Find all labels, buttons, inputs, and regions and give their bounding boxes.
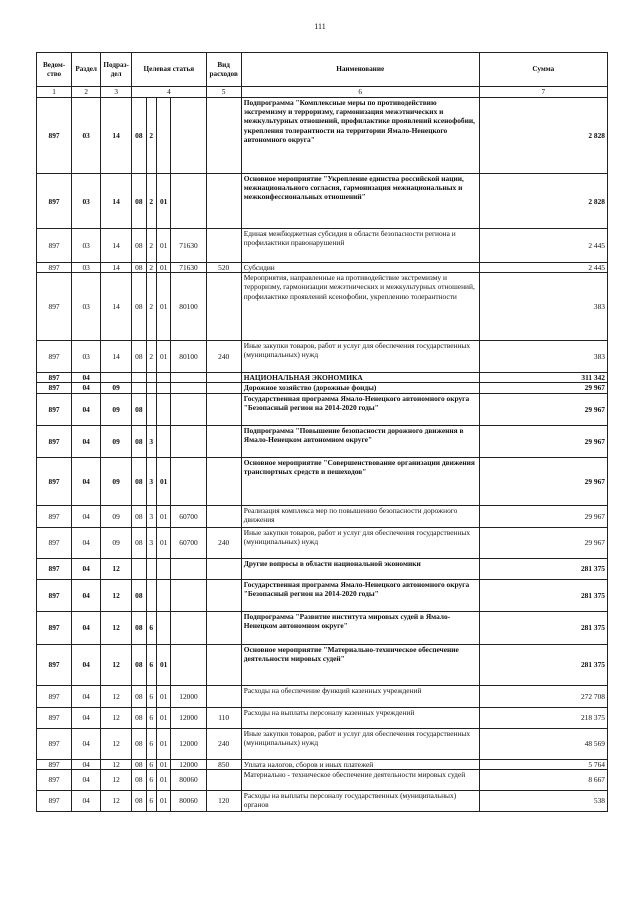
celevaya-measure-cell: 01: [156, 505, 170, 527]
sum-cell: 5 764: [479, 759, 607, 769]
name-cell: Дорожное хозяйство (дорожные фонды): [241, 383, 479, 393]
table-row: [37, 527, 608, 558]
celevaya-program-cell: 08: [132, 263, 146, 273]
table-row: [37, 769, 608, 790]
razdel-cell: 04: [72, 457, 101, 505]
table-row: [37, 393, 608, 425]
table-row: [37, 263, 608, 273]
ved-cell: 897: [37, 759, 72, 769]
razdel-cell: 03: [72, 273, 101, 341]
name-cell: Иные закупки товаров, работ и услуг для обеспечения государственных (муниципальных) нужд: [241, 341, 479, 373]
celevaya-measure-cell: 01: [156, 341, 170, 373]
razdel-cell: 04: [72, 579, 101, 611]
sum-cell: 48 569: [479, 728, 607, 759]
name-cell: Подпрограмма "Комплексные меры по противодействию экстремизму и терроризму, гармонизация межэтнических и межкультурных отношений, профилактике проявлений ксенофобии, укрепления толерантности на территории Ямало-Ненецкого автономного округа": [241, 98, 479, 174]
sum-cell: 281 375: [479, 579, 607, 611]
celevaya-measure-cell: [156, 383, 170, 393]
table-row: [37, 505, 608, 527]
vid-cell: 240: [206, 341, 241, 373]
celevaya-subprogram-cell: 2: [146, 174, 156, 229]
table-row: [37, 383, 608, 393]
celevaya-measure-cell: [156, 393, 170, 425]
celevaya-program-cell: 08: [132, 790, 146, 811]
name-cell: Государственная программа Ямало-Ненецкого автономного округа "Безопасный регион на 2014-2020 годы": [241, 579, 479, 611]
vid-cell: [206, 579, 241, 611]
podrazdel-cell: [101, 373, 132, 383]
table-row: [37, 728, 608, 759]
podrazdel-cell: 12: [101, 558, 132, 579]
ved-cell: 897: [37, 685, 72, 707]
table-row: [37, 707, 608, 728]
celevaya-program-cell: 08: [132, 174, 146, 229]
ved-cell: 897: [37, 728, 72, 759]
razdel-cell: 04: [72, 383, 101, 393]
celevaya-subprogram-cell: 6: [146, 790, 156, 811]
sum-cell: 311 342: [479, 373, 607, 383]
celevaya-measure-cell: 01: [156, 273, 170, 341]
podrazdel-cell: 09: [101, 393, 132, 425]
celevaya-direction-cell: 80100: [171, 341, 206, 373]
celevaya-subprogram-cell: [146, 393, 156, 425]
celevaya-subprogram-cell: 2: [146, 273, 156, 341]
podrazdel-cell: 09: [101, 383, 132, 393]
celevaya-direction-cell: [171, 457, 206, 505]
vid-cell: [206, 383, 241, 393]
page-number: 111: [314, 22, 326, 31]
column-number: 2: [72, 87, 101, 98]
sum-cell: 29 967: [479, 383, 607, 393]
razdel-cell: 04: [72, 558, 101, 579]
vid-cell: [206, 505, 241, 527]
celevaya-subprogram-cell: [146, 558, 156, 579]
celevaya-program-cell: 08: [132, 527, 146, 558]
celevaya-program-cell: 08: [132, 707, 146, 728]
ved-cell: 897: [37, 707, 72, 728]
razdel-cell: 03: [72, 229, 101, 263]
column-number: 7: [479, 87, 607, 98]
celevaya-subprogram-cell: 6: [146, 644, 156, 685]
razdel-cell: 04: [72, 790, 101, 811]
table-row: [37, 98, 608, 174]
celevaya-direction-cell: [171, 611, 206, 644]
vid-cell: 520: [206, 263, 241, 273]
ved-cell: 897: [37, 263, 72, 273]
name-cell: Основное мероприятие "Совершенствование организации движения транспортных средств и пешеходов": [241, 457, 479, 505]
sum-cell: 29 967: [479, 527, 607, 558]
razdel-cell: 03: [72, 341, 101, 373]
sum-cell: 2 828: [479, 98, 607, 174]
razdel-cell: 03: [72, 263, 101, 273]
name-cell: Расходы на обеспечение функций казенных учреждений: [241, 685, 479, 707]
table-row: [37, 373, 608, 383]
celevaya-measure-cell: [156, 579, 170, 611]
sum-cell: 29 967: [479, 393, 607, 425]
vid-cell: [206, 393, 241, 425]
celevaya-measure-cell: [156, 611, 170, 644]
razdel-cell: 04: [72, 393, 101, 425]
sum-cell: 29 967: [479, 457, 607, 505]
sum-cell: 2 445: [479, 229, 607, 263]
celevaya-direction-cell: [171, 174, 206, 229]
celevaya-measure-cell: 01: [156, 263, 170, 273]
ved-cell: 897: [37, 527, 72, 558]
column-number: 6: [241, 87, 479, 98]
table-row: [37, 457, 608, 505]
celevaya-program-cell: 08: [132, 393, 146, 425]
ved-cell: 897: [37, 457, 72, 505]
podrazdel-cell: 09: [101, 425, 132, 457]
ved-cell: 897: [37, 558, 72, 579]
ved-cell: 897: [37, 273, 72, 341]
sum-cell: 8 667: [479, 769, 607, 790]
ved-cell: 897: [37, 505, 72, 527]
celevaya-program-cell: 08: [132, 457, 146, 505]
header-celevaya: Целевая статья: [132, 53, 206, 87]
podrazdel-cell: 14: [101, 263, 132, 273]
podrazdel-cell: 12: [101, 790, 132, 811]
celevaya-measure-cell: 01: [156, 229, 170, 263]
name-cell: Иные закупки товаров, работ и услуг для обеспечения государственных (муниципальных) нужд: [241, 728, 479, 759]
podrazdel-cell: 12: [101, 579, 132, 611]
sum-cell: 383: [479, 273, 607, 341]
sum-cell: 383: [479, 341, 607, 373]
name-cell: Иные закупки товаров, работ и услуг для обеспечения государственных (муниципальных) нужд: [241, 527, 479, 558]
ved-cell: 897: [37, 373, 72, 383]
celevaya-direction-cell: 12000: [171, 728, 206, 759]
celevaya-direction-cell: [171, 383, 206, 393]
razdel-cell: 04: [72, 373, 101, 383]
vid-cell: [206, 558, 241, 579]
celevaya-measure-cell: 01: [156, 685, 170, 707]
header-sum: Сумма: [479, 53, 607, 87]
razdel-cell: 04: [72, 707, 101, 728]
celevaya-direction-cell: [171, 98, 206, 174]
vid-cell: 850: [206, 759, 241, 769]
celevaya-direction-cell: 12000: [171, 685, 206, 707]
celevaya-measure-cell: 01: [156, 174, 170, 229]
ved-cell: 897: [37, 383, 72, 393]
vid-cell: [206, 98, 241, 174]
ved-cell: 897: [37, 341, 72, 373]
podrazdel-cell: 09: [101, 457, 132, 505]
table-row: [37, 685, 608, 707]
celevaya-measure-cell: [156, 98, 170, 174]
column-number: 1: [37, 87, 72, 98]
name-cell: Материально - техническое обеспечение деятельности мировых судей: [241, 769, 479, 790]
name-cell: Реализация комплекса мер по повышению безопасности дорожного движения: [241, 505, 479, 527]
razdel-cell: 04: [72, 685, 101, 707]
column-number-row: [37, 87, 608, 98]
table-row: [37, 229, 608, 263]
celevaya-direction-cell: 80060: [171, 790, 206, 811]
celevaya-subprogram-cell: [146, 579, 156, 611]
name-cell: НАЦИОНАЛЬНАЯ ЭКОНОМИКА: [241, 373, 479, 383]
podrazdel-cell: 12: [101, 759, 132, 769]
ved-cell: 897: [37, 425, 72, 457]
razdel-cell: 04: [72, 728, 101, 759]
celevaya-measure-cell: 01: [156, 457, 170, 505]
celevaya-subprogram-cell: [146, 383, 156, 393]
celevaya-program-cell: 08: [132, 611, 146, 644]
celevaya-subprogram-cell: 2: [146, 263, 156, 273]
header-row: [37, 53, 608, 87]
vid-cell: [206, 457, 241, 505]
celevaya-direction-cell: [171, 644, 206, 685]
name-cell: Основное мероприятие "Укрепление единства российской нации, межнационального согласия, гармонизация межнациональных и межконфессиональных отношений": [241, 174, 479, 229]
table-row: [37, 174, 608, 229]
vid-cell: [206, 273, 241, 341]
vid-cell: [206, 685, 241, 707]
celevaya-direction-cell: 60700: [171, 527, 206, 558]
celevaya-subprogram-cell: 2: [146, 98, 156, 174]
celevaya-program-cell: 08: [132, 769, 146, 790]
celevaya-measure-cell: [156, 373, 170, 383]
celevaya-subprogram-cell: 6: [146, 759, 156, 769]
ved-cell: 897: [37, 393, 72, 425]
celevaya-program-cell: 08: [132, 98, 146, 174]
celevaya-measure-cell: 01: [156, 728, 170, 759]
name-cell: Расходы на выплаты персоналу казенных учреждений: [241, 707, 479, 728]
celevaya-direction-cell: 80100: [171, 273, 206, 341]
celevaya-measure-cell: [156, 558, 170, 579]
celevaya-direction-cell: [171, 425, 206, 457]
celevaya-direction-cell: 71630: [171, 263, 206, 273]
celevaya-subprogram-cell: 3: [146, 425, 156, 457]
celevaya-measure-cell: 01: [156, 769, 170, 790]
celevaya-subprogram-cell: 2: [146, 341, 156, 373]
celevaya-program-cell: [132, 383, 146, 393]
column-number: 5: [206, 87, 241, 98]
name-cell: Другие вопросы в области национальной экономики: [241, 558, 479, 579]
celevaya-measure-cell: 01: [156, 790, 170, 811]
celevaya-direction-cell: [171, 579, 206, 611]
ved-cell: 897: [37, 790, 72, 811]
sum-cell: 281 375: [479, 644, 607, 685]
name-cell: Подпрограмма "Повышение безопасности дорожного движения в Ямало-Ненецком автономном округе": [241, 425, 479, 457]
sum-cell: 281 375: [479, 611, 607, 644]
podrazdel-cell: 12: [101, 644, 132, 685]
celevaya-direction-cell: 80060: [171, 769, 206, 790]
celevaya-program-cell: 08: [132, 505, 146, 527]
celevaya-program-cell: 08: [132, 759, 146, 769]
podrazdel-cell: 09: [101, 505, 132, 527]
celevaya-program-cell: 08: [132, 273, 146, 341]
table-row: [37, 759, 608, 769]
name-cell: Субсидии: [241, 263, 479, 273]
vid-cell: 240: [206, 527, 241, 558]
celevaya-measure-cell: 01: [156, 644, 170, 685]
sum-cell: 29 967: [479, 425, 607, 457]
podrazdel-cell: 14: [101, 174, 132, 229]
ved-cell: 897: [37, 644, 72, 685]
podrazdel-cell: 12: [101, 728, 132, 759]
celevaya-program-cell: 08: [132, 229, 146, 263]
celevaya-direction-cell: [171, 373, 206, 383]
celevaya-subprogram-cell: 2: [146, 229, 156, 263]
table-row: [37, 644, 608, 685]
name-cell: Основное мероприятие "Материально-техническое обеспечение деятельности мировых судей": [241, 644, 479, 685]
celevaya-program-cell: 08: [132, 728, 146, 759]
table-row: [37, 579, 608, 611]
razdel-cell: 04: [72, 769, 101, 790]
name-cell: Расходы на выплаты персоналу государственных (муниципальных) органов: [241, 790, 479, 811]
razdel-cell: 03: [72, 98, 101, 174]
column-number: 4: [132, 87, 206, 98]
celevaya-direction-cell: 60700: [171, 505, 206, 527]
vid-cell: [206, 769, 241, 790]
celevaya-program-cell: 08: [132, 341, 146, 373]
ved-cell: 897: [37, 98, 72, 174]
vid-cell: [206, 229, 241, 263]
table-row: [37, 273, 608, 341]
celevaya-program-cell: [132, 558, 146, 579]
header-ved: Ведом-ство: [37, 53, 72, 87]
razdel-cell: 04: [72, 611, 101, 644]
vid-cell: [206, 425, 241, 457]
table-row: [37, 341, 608, 373]
celevaya-subprogram-cell: 6: [146, 611, 156, 644]
celevaya-direction-cell: [171, 558, 206, 579]
celevaya-program-cell: 08: [132, 579, 146, 611]
razdel-cell: 04: [72, 644, 101, 685]
podrazdel-cell: 12: [101, 685, 132, 707]
header-razdel: Раздел: [72, 53, 101, 87]
name-cell: Уплата налогов, сборов и иных платежей: [241, 759, 479, 769]
celevaya-subprogram-cell: 6: [146, 728, 156, 759]
podrazdel-cell: 12: [101, 611, 132, 644]
celevaya-program-cell: 08: [132, 685, 146, 707]
podrazdel-cell: 14: [101, 341, 132, 373]
podrazdel-cell: 14: [101, 229, 132, 263]
table-row: [37, 611, 608, 644]
podrazdel-cell: 09: [101, 527, 132, 558]
ved-cell: 897: [37, 769, 72, 790]
celevaya-subprogram-cell: 6: [146, 707, 156, 728]
table-row: [37, 425, 608, 457]
celevaya-measure-cell: 01: [156, 527, 170, 558]
name-cell: Единая межбюджетная субсидия в области безопасности региона и профилактики правонарушений: [241, 229, 479, 263]
header-podrazdel: Подраз-дел: [101, 53, 132, 87]
ved-cell: 897: [37, 174, 72, 229]
celevaya-subprogram-cell: 6: [146, 685, 156, 707]
celevaya-measure-cell: 01: [156, 707, 170, 728]
celevaya-direction-cell: 12000: [171, 707, 206, 728]
ved-cell: 897: [37, 579, 72, 611]
vid-cell: 110: [206, 707, 241, 728]
celevaya-measure-cell: 01: [156, 759, 170, 769]
name-cell: Подпрограмма "Развитие института мировых судей в Ямало-Ненецком автономном округе": [241, 611, 479, 644]
vid-cell: [206, 174, 241, 229]
razdel-cell: 04: [72, 425, 101, 457]
razdel-cell: 04: [72, 527, 101, 558]
budget-table: [36, 52, 608, 812]
vid-cell: [206, 644, 241, 685]
sum-cell: 29 967: [479, 505, 607, 527]
celevaya-direction-cell: 12000: [171, 759, 206, 769]
vid-cell: [206, 611, 241, 644]
celevaya-program-cell: 08: [132, 644, 146, 685]
celevaya-measure-cell: [156, 425, 170, 457]
ved-cell: 897: [37, 611, 72, 644]
celevaya-program-cell: 08: [132, 425, 146, 457]
sum-cell: 538: [479, 790, 607, 811]
podrazdel-cell: 14: [101, 273, 132, 341]
budget-table-body: [37, 98, 608, 812]
celevaya-subprogram-cell: [146, 373, 156, 383]
sum-cell: 281 375: [479, 558, 607, 579]
vid-cell: 240: [206, 728, 241, 759]
header-name: Наименование: [241, 53, 479, 87]
table-row: [37, 790, 608, 811]
celevaya-subprogram-cell: 6: [146, 769, 156, 790]
sum-cell: 218 375: [479, 707, 607, 728]
celevaya-direction-cell: [171, 393, 206, 425]
podrazdel-cell: 12: [101, 707, 132, 728]
name-cell: Государственная программа Ямало-Ненецкого автономного округа "Безопасный регион на 2014-2020 годы": [241, 393, 479, 425]
sum-cell: 2 445: [479, 263, 607, 273]
celevaya-program-cell: [132, 373, 146, 383]
podrazdel-cell: 12: [101, 769, 132, 790]
podrazdel-cell: 14: [101, 98, 132, 174]
razdel-cell: 04: [72, 505, 101, 527]
celevaya-direction-cell: 71630: [171, 229, 206, 263]
sum-cell: 2 828: [479, 174, 607, 229]
name-cell: Мероприятия, направленные на противодействие экстремизму и терроризму, гармонизации межэтнических и межкультурных отношений, профилактике проявлений ксенофобии, укреплению толерантности: [241, 273, 479, 341]
razdel-cell: 04: [72, 759, 101, 769]
ved-cell: 897: [37, 229, 72, 263]
vid-cell: 120: [206, 790, 241, 811]
sum-cell: 272 708: [479, 685, 607, 707]
celevaya-subprogram-cell: 3: [146, 457, 156, 505]
header-vid: Вид расходов: [206, 53, 241, 87]
razdel-cell: 03: [72, 174, 101, 229]
column-number: 3: [101, 87, 132, 98]
vid-cell: [206, 373, 241, 383]
celevaya-subprogram-cell: 3: [146, 505, 156, 527]
celevaya-subprogram-cell: 3: [146, 527, 156, 558]
table-row: [37, 558, 608, 579]
